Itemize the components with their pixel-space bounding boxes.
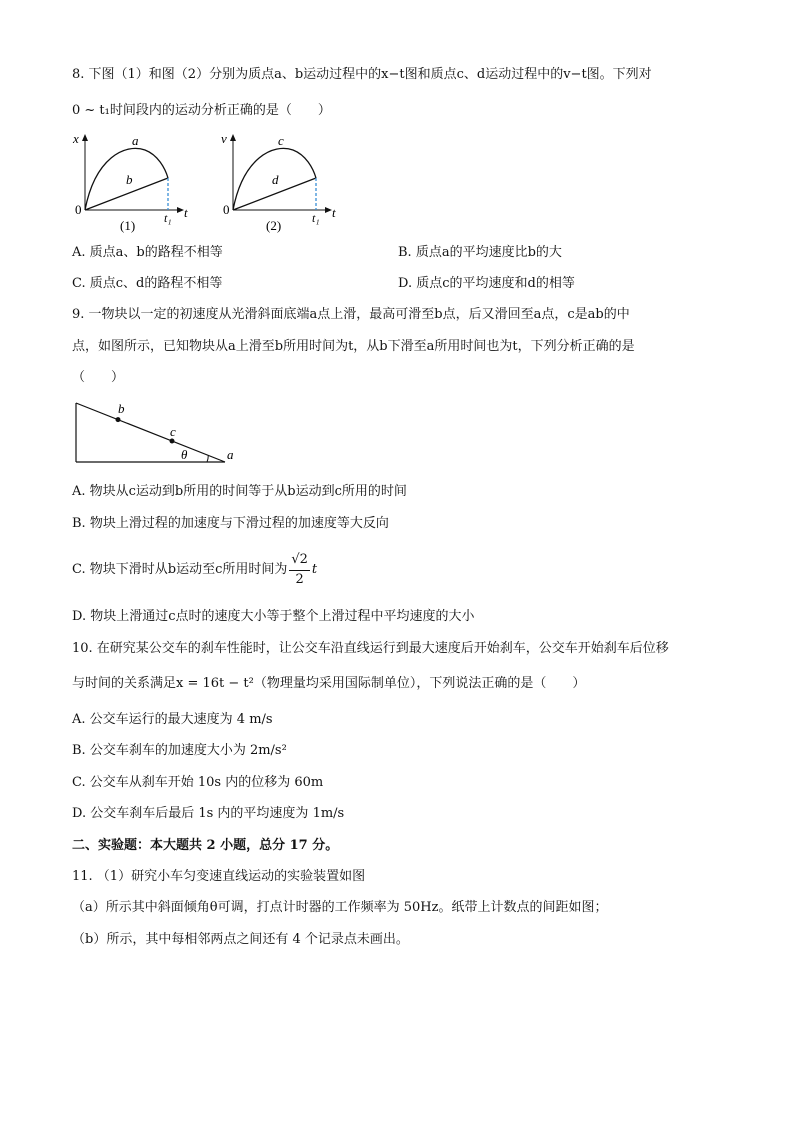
- incline-point-c: c: [170, 424, 176, 439]
- q8-stem-line2: 0 ~ t₁时间段内的运动分析正确的是（ ）: [72, 103, 331, 118]
- q10-option-c[interactable]: C. 公交车从刹车开始 10s 内的位移为 60m: [72, 775, 324, 790]
- q11-stem-line3: （b）所示，其中每相邻两点之间还有 4 个记录点未画出。: [72, 932, 409, 947]
- q8-graph-1: [70, 128, 200, 238]
- q10-stem-line1: 10. 在研究某公交车的刹车性能时，让公交车沿直线运行到最大速度后开始刹车，公交车开始刹车后位移: [72, 641, 669, 656]
- fraction-numerator: √2: [289, 550, 310, 571]
- q10-option-a[interactable]: A. 公交车运行的最大速度为 4 m/s: [72, 712, 273, 727]
- q8-stem-line1: 8. 下图（1）和图（2）分别为质点a、b运动过程中的x−t图和质点c、d运动过程中的v−t图。下列对: [72, 67, 652, 82]
- graph1-caption: (1): [120, 218, 136, 233]
- graph2-y-label: v: [221, 131, 227, 146]
- incline-angle-theta: θ: [181, 447, 188, 462]
- q8-option-a[interactable]: A. 质点a、b的路程不相等: [72, 245, 223, 260]
- graph2-curve-label: c: [278, 133, 284, 148]
- graph2-x-label: t: [332, 205, 336, 220]
- q9-stem-line1: 9. 一物块以一定的初速度从光滑斜面底端a点上滑，最高可滑至b点，后又滑回至a点，c是ab的中: [72, 307, 630, 322]
- graph1-origin: 0: [75, 202, 82, 217]
- incline-point-a: a: [227, 447, 234, 462]
- q9-incline-figure: [70, 395, 250, 470]
- q9-option-d[interactable]: D. 物块上滑通过c点时的速度大小等于整个上滑过程中平均速度的大小: [72, 609, 475, 624]
- q11-stem-line2: （a）所示其中斜面倾角θ可调，打点计时器的工作频率为 50Hz。纸带上计数点的间距如图；: [72, 900, 608, 915]
- graph2-origin: 0: [223, 202, 230, 217]
- graph2-t1-label: t₁: [312, 211, 320, 225]
- q10-option-b[interactable]: B. 公交车刹车的加速度大小为 2m/s²: [72, 743, 287, 758]
- graph1-line-label: b: [126, 172, 133, 187]
- graph1-x-label: t: [184, 205, 188, 220]
- graph2-line-label: d: [272, 172, 279, 187]
- q9-option-c[interactable]: [72, 548, 317, 592]
- q9-stem-line2: 点，如图所示，已知物块从a上滑至b所用时间为t，从b下滑至a所用时间也为t，下列分析正确的是: [72, 339, 635, 354]
- q11-stem-line1: 11. （1）研究小车匀变速直线运动的实验装置如图: [72, 869, 366, 884]
- q9-option-c-suffix: t: [311, 562, 318, 577]
- q9-option-b[interactable]: B. 物块上滑过程的加速度与下滑过程的加速度等大反向: [72, 516, 389, 531]
- graph1-t1-label: t₁: [164, 211, 172, 225]
- q8-option-d[interactable]: D. 质点c的平均速度和d的相等: [398, 276, 575, 291]
- q9-option-c-fraction: [289, 550, 310, 589]
- q10-option-d[interactable]: D. 公交车刹车后最后 1s 内的平均速度为 1m/s: [72, 806, 345, 821]
- q9-option-c-text: C. 物块下滑时从b运动至c所用时间为: [72, 562, 288, 577]
- q10-stem-line2: 与时间的关系满足x = 16t − t²（物理量均采用国际制单位），下列说法正确的是（ ）: [72, 676, 586, 691]
- q8-option-b[interactable]: B. 质点a的平均速度比b的大: [398, 245, 562, 260]
- q8-graph-2: [218, 128, 348, 238]
- fraction-denominator: 2: [295, 572, 304, 587]
- q8-option-c[interactable]: C. 质点c、d的路程不相等: [72, 276, 223, 291]
- q9-option-a[interactable]: A. 物块从c运动到b所用的时间等于从b运动到c所用的时间: [72, 484, 407, 499]
- graph1-y-label: x: [73, 131, 79, 146]
- graph1-curve-label: a: [132, 133, 139, 148]
- q9-stem-line3: （ ）: [72, 370, 125, 385]
- section-heading: 二、实验题：本大题共 2 小题，总分 17 分。: [72, 838, 339, 853]
- graph2-caption: (2): [266, 218, 282, 233]
- incline-point-b: b: [118, 401, 125, 416]
